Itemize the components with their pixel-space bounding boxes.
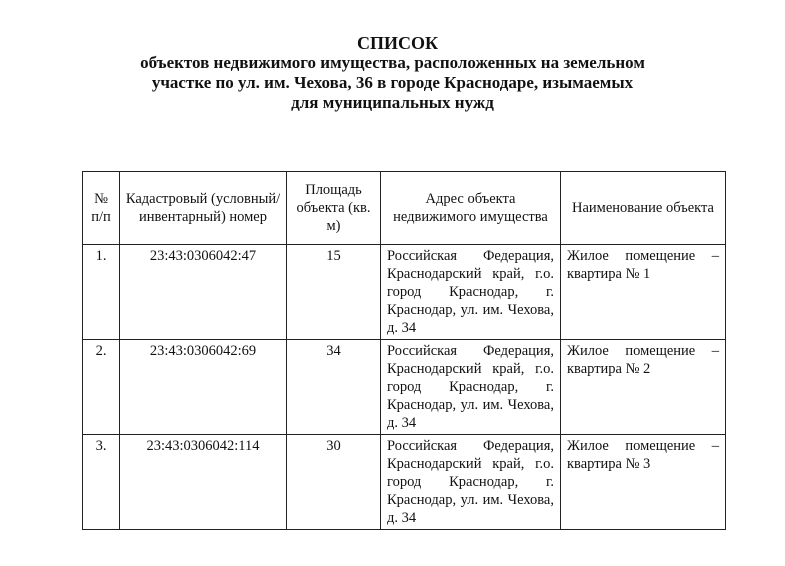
cadastral-number: 23:43:0306042:47 bbox=[120, 245, 287, 340]
header-address: Адрес объекта недвижимого имущества bbox=[381, 172, 561, 245]
object-area: 34 bbox=[287, 340, 381, 435]
table-row bbox=[83, 435, 726, 530]
table-header-row bbox=[83, 172, 726, 245]
object-area: 30 bbox=[287, 435, 381, 530]
document-subtitle-line-2: участке по ул. им. Чехова, 36 в городе Краснодаре, изымаемых bbox=[151, 73, 634, 92]
object-name: Жилое помещение – квартира № 2 bbox=[561, 340, 726, 435]
header-cadastral-number: Кадастровый (условный/ инвентарный) номер bbox=[120, 172, 287, 245]
header-area: Площадь объекта (кв. м) bbox=[287, 172, 381, 245]
cadastral-number: 23:43:0306042:114 bbox=[120, 435, 287, 530]
document-subtitle-line-1: объектов недвижимого имущества, расположенных на земельном bbox=[140, 53, 645, 72]
object-address: Российская Федерация, Краснодарский край, г.о. город Краснодар, г. Краснодар, ул. им. Чехова, д. 34 bbox=[381, 245, 561, 340]
cadastral-number: 23:43:0306042:69 bbox=[120, 340, 287, 435]
document-heading bbox=[0, 33, 785, 113]
table-row bbox=[83, 340, 726, 435]
document-subtitle-line-3: для муниципальных нужд bbox=[291, 93, 494, 112]
row-number: 2. bbox=[83, 340, 120, 435]
row-number: 1. bbox=[83, 245, 120, 340]
property-objects-table bbox=[82, 171, 726, 530]
object-address: Российская Федерация, Краснодарский край, г.о. город Краснодар, г. Краснодар, ул. им. Чехова, д. 34 bbox=[381, 340, 561, 435]
document-title: СПИСОК bbox=[356, 33, 439, 53]
table-row bbox=[83, 245, 726, 340]
object-area: 15 bbox=[287, 245, 381, 340]
header-object-name: Наименование объекта bbox=[561, 172, 726, 245]
header-number: № п/п bbox=[83, 172, 120, 245]
row-number: 3. bbox=[83, 435, 120, 530]
object-address: Российская Федерация, Краснодарский край, г.о. город Краснодар, г. Краснодар, ул. им. Чехова, д. 34 bbox=[381, 435, 561, 530]
object-name: Жилое помещение – квартира № 1 bbox=[561, 245, 726, 340]
object-name: Жилое помещение – квартира № 3 bbox=[561, 435, 726, 530]
